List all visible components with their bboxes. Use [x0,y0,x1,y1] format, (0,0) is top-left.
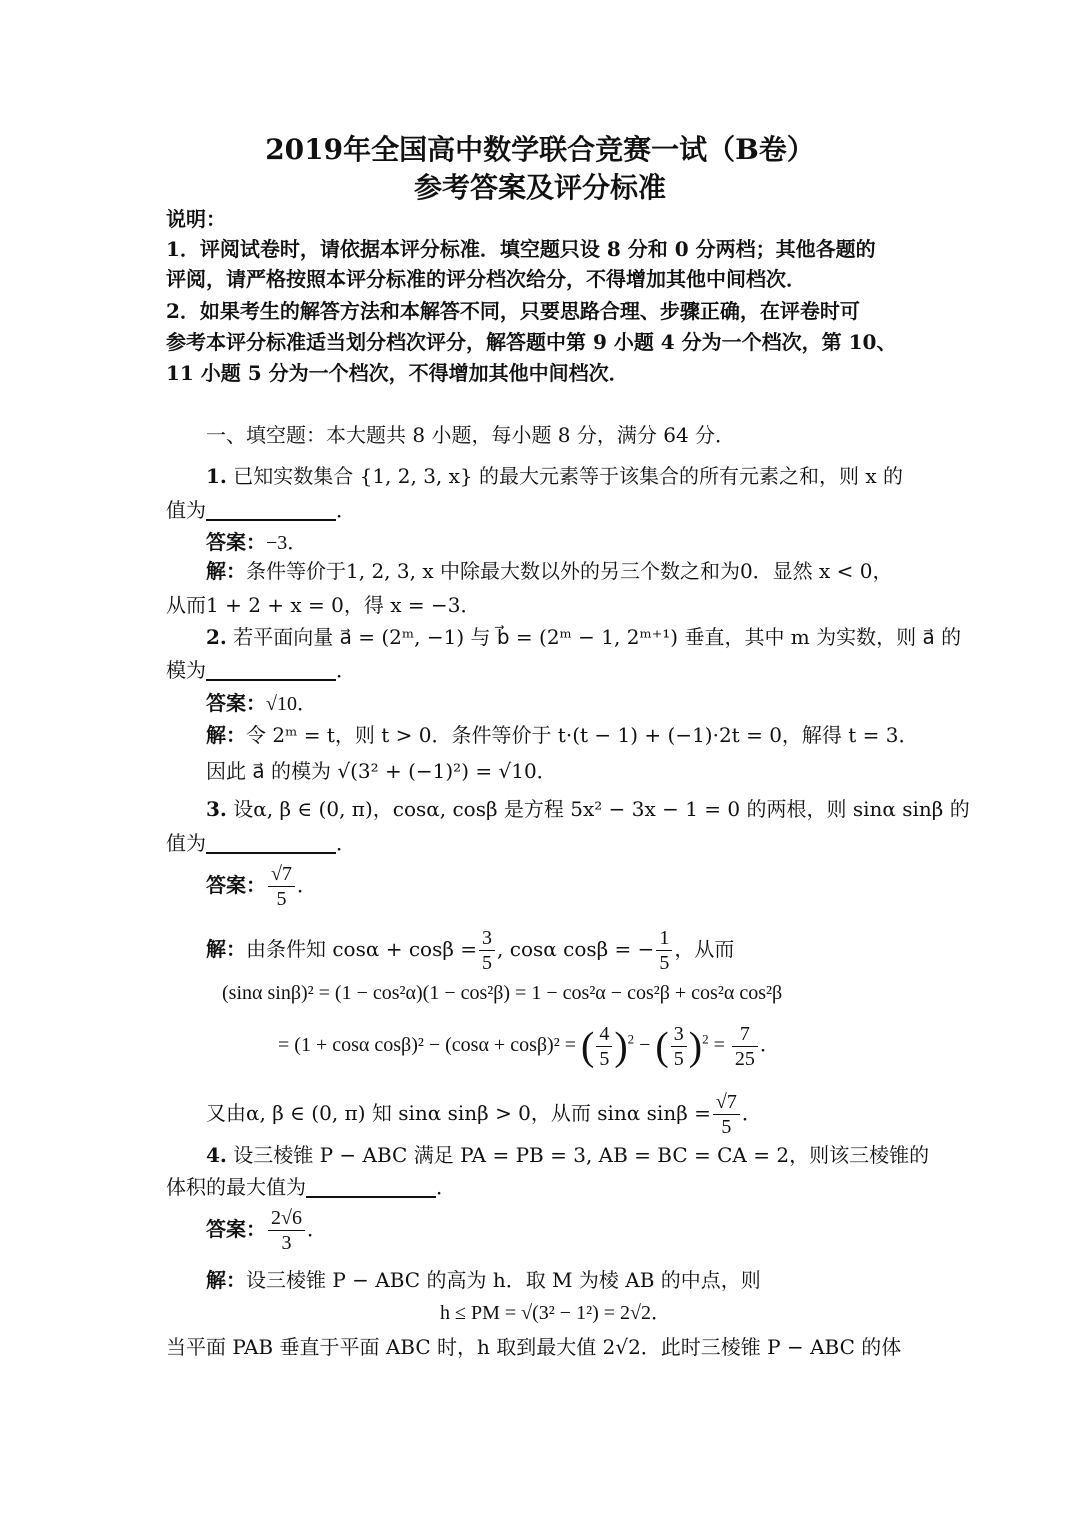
numerator: 3 [479,926,495,951]
q2-answer: √10． [266,693,317,715]
q1-solution-text: 条件等价于1, 2, 3, x 中除最大数以外的另三个数之和为0．显然 x < 0， [246,559,893,583]
q4-number: 4. [206,1143,227,1167]
q4-solution-text: 设三棱锥 P − ABC 的高为 h．取 M 为棱 AB 的中点，则 [246,1268,761,1292]
solution-label: 解： [206,1268,246,1292]
q4-answer-line: 答案： $\frac{2√6}{3}$ ． [206,1207,327,1254]
note-2-line-3: 11 小题 5 分为一个档次，不得增加其他中间档次． [166,361,629,385]
solution-label: 解： [206,723,246,747]
q3-stem-tail: 值为 [166,831,206,855]
solution-label: 解： [206,937,246,961]
q3-answer-denominator: 5 [276,888,287,910]
numerator: √7 [713,1090,740,1115]
q3-equation-2-lead: = (1 + cosα cosβ)² − (cosα + cosβ)² = [278,1034,576,1057]
answer-label: 答案： [206,530,266,554]
denominator: 5 [482,952,493,974]
q2-solution-line-1 [206,720,919,750]
q4-stem-text: 设三棱锥 P − ABC 满足 PA = PB = 3, AB = BC = CA = 2，则该三棱锥的 [233,1143,930,1167]
note-2-line-1: 2．如果考生的解答方法和本解答不同，只要思路合理、步骤正确，在评卷时可 [166,299,860,323]
q1-answer-line [206,527,307,558]
q3-number: 3. [206,797,227,821]
q3-answer-line: 答案： $\frac{√7}{5}$ ． [206,863,317,910]
q1-answer: −3． [266,532,308,554]
numerator: 7 [732,1022,758,1047]
q4-solution-line-1 [206,1265,761,1295]
q2-stem-line-1 [206,622,961,652]
numerator: 1 [656,926,672,951]
numerator: 4 [596,1022,612,1047]
title-line-1: 2019年全国高中数学联合竞赛一试（B卷） [265,133,815,166]
q3-answer-numerator: √7 [268,862,295,887]
q1-stem-line-1 [206,461,903,491]
notes-heading: 说明： [166,207,226,231]
q3-answer-fraction [268,862,295,911]
q1-stem-text: 已知实数集合 {1, 2, 3, x} 的最大元素等于该集合的所有元素之和，则 x 的 [233,464,904,488]
answer-label: 答案： [206,873,266,897]
q3-stem-line-1 [206,794,970,824]
answer-label: 答案： [206,1217,266,1241]
q4-answer-numerator: 2√6 [268,1206,305,1231]
denominator: 25 [734,1048,755,1070]
q3-solution-last-lead: 又由α, β ∈ (0, π) 知 sinα sinβ > 0，从而 sinα sinβ = [206,1101,711,1125]
q2-solution-text: 令 2ᵐ = t，则 t > 0．条件等价于 t·(t − 1) + (−1)·2t = 0，解得 t = 3． [246,723,919,747]
q2-stem-tail: 模为 [166,658,206,682]
q4-stem-tail: 体积的最大值为 [166,1175,306,1199]
answer-blank [206,679,336,681]
title-line-2: 参考答案及评分标准 [413,171,666,204]
q3-solution-last: 又由α, β ∈ (0, π) 知 sinα sinβ > 0，从而 sinα sinβ = $\frac{√7}{5}$ ． [206,1091,762,1138]
q3-stem-line-2: 值为 ． [166,831,356,855]
numerator: 3 [671,1022,687,1047]
answer-blank [206,852,336,854]
section-heading: 一、填空题：本大题共 8 小题，每小题 8 分，满分 64 分． [206,423,736,447]
q3-fraction-3-5 [671,1022,687,1071]
q4-stem-line-1 [206,1140,929,1170]
q3-solution-line-1 [206,926,734,975]
note-1-line-2: 评阅，请严格按照本评分标准的评分档次给分，不得增加其他中间档次． [166,267,806,291]
denominator: 5 [673,1048,684,1070]
q1-stem-line-2: 值为 ． [166,498,356,522]
denominator: 5 [721,1116,732,1138]
q4-answer-fraction [268,1206,305,1255]
q3-stem-text: 设α, β ∈ (0, π)，cosα, cosβ 是方程 5x² − 3x − 1 = 0 的两根，则 sinα sinβ 的 [233,797,970,821]
q3-solution-tail: ，从而 [674,937,735,961]
q3-final-fraction [713,1090,740,1139]
denominator: 5 [599,1048,610,1070]
denominator: 5 [659,952,670,974]
answer-blank [206,519,336,521]
q4-solution-line-2: 当平面 PAB 垂直于平面 ABC 时，h 取到最大值 2√2．此时三棱锥 P − ABC 的体 [166,1335,902,1359]
q2-solution-line-2: 因此 a⃗ 的模为 √(3² + (−1)²) = √10． [206,759,557,783]
q2-stem-text: 若平面向量 a⃗ = (2ᵐ, −1) 与 b⃗ = (2ᵐ − 1, 2ᵐ⁺¹) 垂直，其中 m 为实数，则 a⃗ 的 [233,625,962,649]
q3-fraction-product [656,926,672,975]
q3-solution-mid: , cosα cosβ = − [497,937,655,961]
q1-number: 1. [206,464,227,488]
q2-answer-line [206,688,317,719]
q4-answer-denominator: 3 [281,1232,292,1254]
q3-solution-lead: 由条件知 cosα + cosβ = [246,937,478,961]
q4-solution-equation: h ≤ PM = √(3² − 1²) = 2√2． [440,1302,671,1324]
q1-solution-line-1 [206,556,893,586]
note-1-line-1: 1．评阅试卷时，请依据本评分标准．填空题只设 8 分和 0 分两档；其他各题的 [166,237,876,261]
q1-stem-tail: 值为 [166,498,206,522]
q3-equation-1: (sinα sinβ)² = (1 − cos²α)(1 − cos²β) = 1 − cos²α − cos²β + cos²α cos²β [222,982,783,1004]
note-2-line-2: 参考本评分标准适当划分档次评分，解答题中第 9 小题 4 分为一个档次，第 10、 [166,330,897,354]
q3-fraction-sum [479,926,495,975]
q3-fraction-4-5 [596,1022,612,1071]
q1-solution-line-2: 从而1 + 2 + x = 0，得 x = −3． [166,593,481,617]
q3-equation-2: = (1 + cosα cosβ)² − (cosα + cosβ)² = ( $\frac{4}{5}$ )$^2$ − ( $\frac{3}{5}$ )$^2$ = $\frac{7}{25}$ ． [278,1023,780,1070]
answer-blank [306,1196,436,1198]
q2-stem-line-2: 模为 ． [166,658,356,682]
answer-label: 答案： [206,691,266,715]
solution-label: 解： [206,559,246,583]
q4-stem-line-2: 体积的最大值为 ． [166,1175,456,1199]
q2-number: 2. [206,625,227,649]
q3-fraction-result [732,1022,758,1071]
